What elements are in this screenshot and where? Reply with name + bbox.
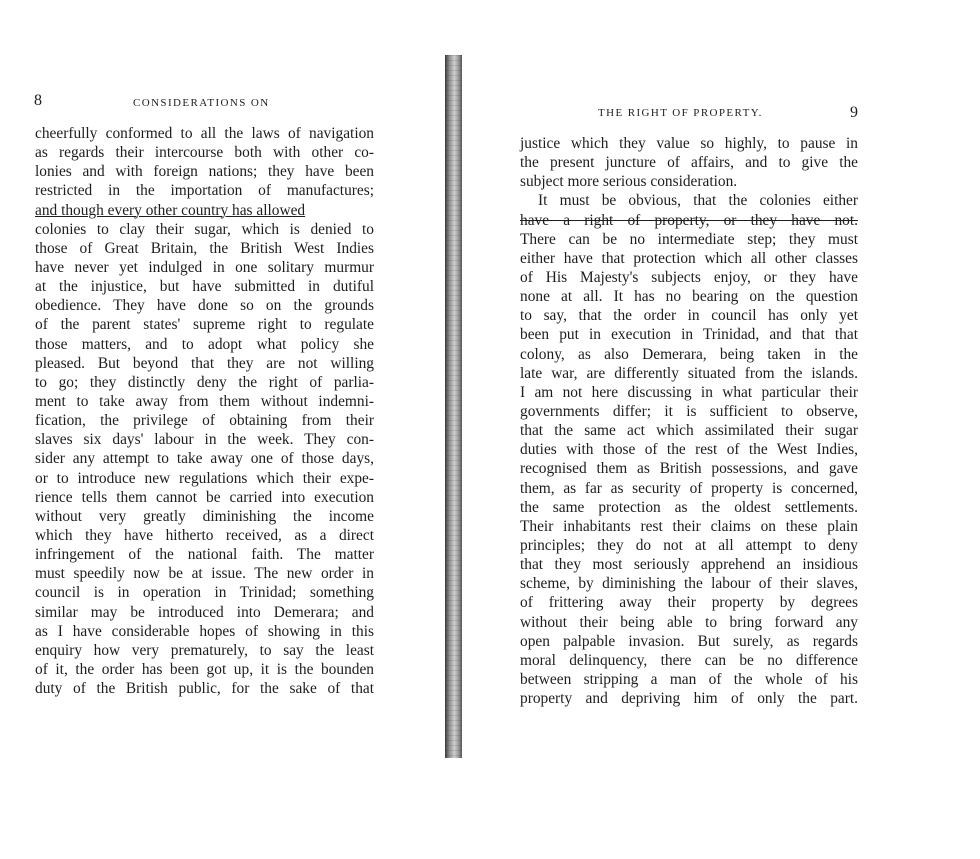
text-line: that they most seriously apprehend an insidious [520, 556, 858, 574]
text-line: There can be no intermediate step; they must [520, 230, 858, 248]
text-line: late war, are differently situated from the islands. [520, 364, 858, 382]
left-page-number: 8 [34, 92, 42, 109]
text-line: without very greatly diminishing the income [35, 507, 374, 525]
text-line: scheme, by diminishing the labour of their slaves, [520, 575, 858, 593]
text-line: council is in operation in Trinidad; something [35, 584, 374, 602]
text-line: colony, as also Demerara, being taken in the [520, 345, 858, 363]
text-line: open palpable invasion. But surely, as regards [520, 632, 858, 650]
left-running-head: CONSIDERATIONS ON [133, 97, 270, 109]
text-line: to say, that the order in council has only yet [520, 307, 858, 325]
text-line: of His Majesty's subjects enjoy, or they have [520, 268, 858, 286]
text-line: recognised them as British possessions, and gave [520, 460, 858, 478]
text-line: between stripping a man of the whole of his [520, 670, 858, 688]
text-line: similar may be introduced into Demerara; and [35, 603, 374, 621]
text-line: sider any attempt to take away one of those days, [35, 450, 374, 468]
left-page [0, 0, 445, 859]
right-page-text [520, 134, 858, 708]
text-line: I am not here discussing in what particular their [520, 383, 858, 401]
text-line: the present juncture of affairs, and to give the [520, 154, 858, 172]
text-line: which they have hitherto received, as a direct [35, 526, 374, 544]
text-line: of the parent states' supreme right to regulate [35, 316, 374, 334]
text-line: of it, the order has been got up, it is the bounden [35, 660, 374, 678]
book-gutter [445, 55, 462, 758]
text-line: must speedily now be at issue. The new order in [35, 565, 374, 583]
text-line: that the same act which assimilated their sugar [520, 422, 858, 440]
text-line: property and depriving him of only the part. [520, 690, 858, 708]
text-line: duty of the British public, for the sake of that [35, 680, 374, 698]
text-line: principles; they do not at all attempt to deny [520, 536, 858, 554]
text-line: or to introduce new regulations which their expe- [35, 469, 374, 487]
text-line: and though every other country has allowed [35, 201, 306, 219]
right-running-head: THE RIGHT OF PROPERTY. [598, 107, 763, 119]
text-line: those of Great Britain, the British West Indies [35, 239, 374, 257]
text-line: fication, the privilege of obtaining from their [35, 412, 374, 430]
text-line: either have that protection which all other classes [520, 249, 858, 267]
text-line: have never yet indulged in one solitary murmur [35, 258, 374, 276]
right-page [462, 0, 980, 859]
text-line: them, as far as security of property is concerned, [520, 479, 858, 497]
text-line: duties with those of the rest of the West Indies, [520, 441, 858, 459]
text-line: have a right of property, or they have not. [520, 211, 858, 229]
text-line: colonies to clay their sugar, which is denied to [35, 220, 374, 238]
text-line: to go; they distinctly deny the right of parlia- [35, 373, 374, 391]
text-line: justice which they value so highly, to pause in [520, 135, 858, 152]
text-line: those matters, and to adopt what policy she [35, 335, 374, 353]
text-line: cheerfully conformed to all the laws of navigation [35, 125, 374, 142]
left-page-text [35, 124, 374, 698]
text-line: subject more serious consideration. [520, 173, 738, 191]
text-line: obedience. They have done so on the grounds [35, 297, 374, 315]
text-line: restricted in the importation of manufactures; [35, 182, 374, 200]
text-line: moral delinquency, there can be no difference [520, 651, 858, 669]
text-line: without their being able to bring forward any [520, 613, 858, 631]
text-line: at the injustice, but have submitted in dutiful [35, 278, 374, 296]
text-line: pleased. But beyond that they are not willing [35, 354, 374, 372]
text-line: rience tells them cannot be carried into execution [35, 488, 374, 506]
text-line: infringement of the national faith. The matter [35, 546, 374, 564]
text-line: been put in execution in Trinidad, and that that [520, 326, 858, 344]
text-line: It must be obvious, that the colonies either [538, 192, 858, 210]
text-line: governments differ; it is sufficient to observe, [520, 402, 858, 420]
text-line: as I have considerable hopes of showing in this [35, 622, 374, 640]
text-line: slaves six days' labour in the week. They con- [35, 431, 374, 449]
right-page-number: 9 [850, 104, 858, 121]
text-line: of frittering away their property by degrees [520, 594, 858, 612]
text-line: lonies and with foreign nations; they have been [35, 163, 374, 181]
text-line: as regards their intercourse both with other co- [35, 144, 374, 162]
text-line: the same protection as the oldest settlements. [520, 498, 858, 516]
text-line: enquiry how very prematurely, to say the least [35, 641, 374, 659]
text-line: Their inhabitants rest their claims on these plain [520, 517, 858, 535]
text-line: ment to take away from them without indemni- [35, 392, 374, 410]
text-line: none at all. It has no bearing on the question [520, 288, 858, 306]
